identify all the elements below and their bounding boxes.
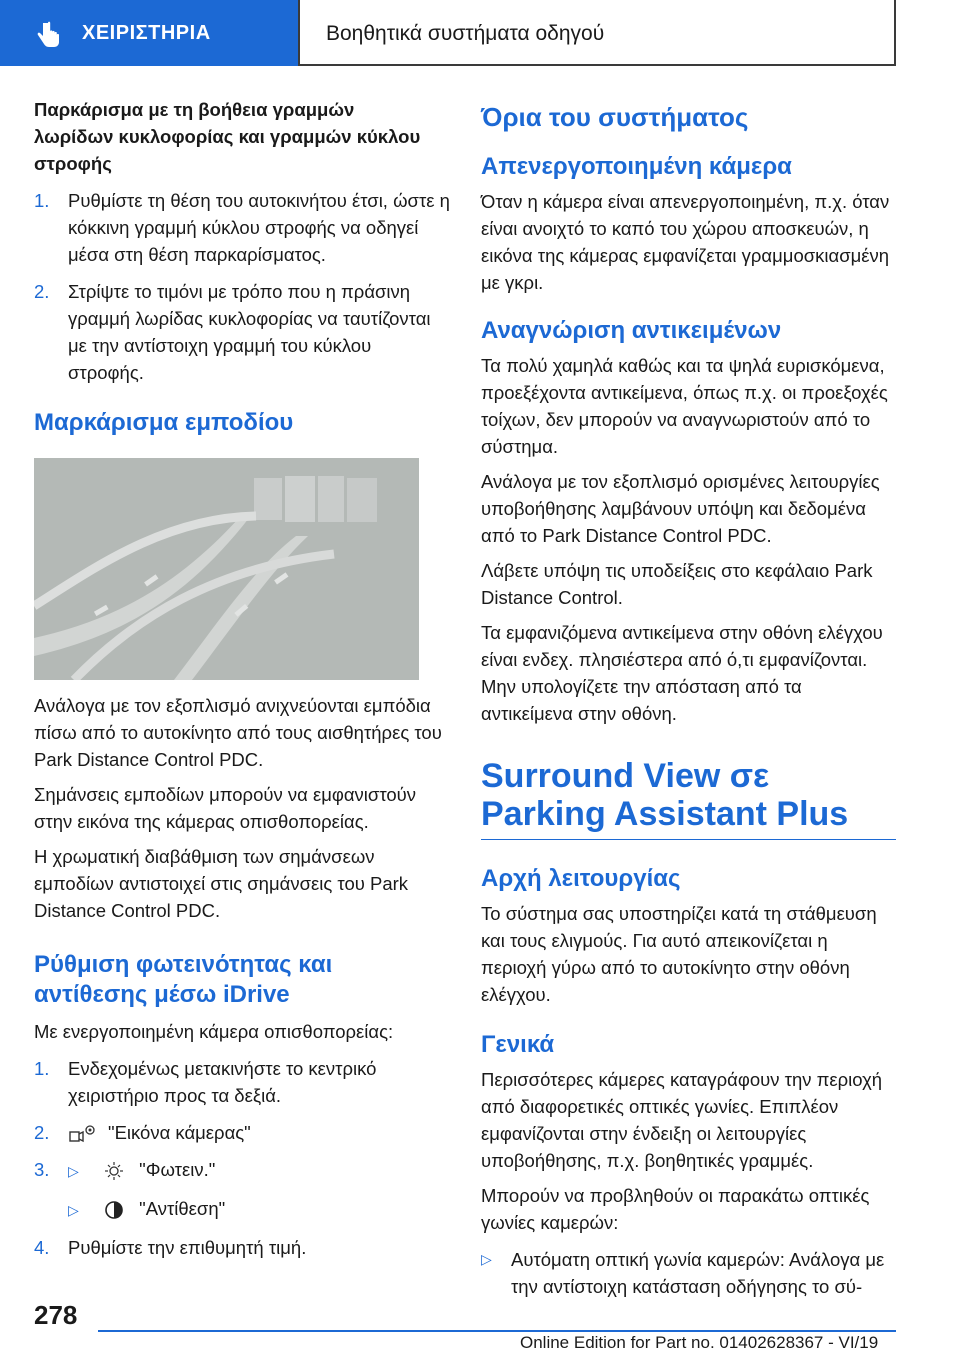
step-number: 1. xyxy=(34,1058,50,1079)
list-item xyxy=(481,1246,896,1300)
list-item xyxy=(34,1234,450,1261)
camera-lines-illustration xyxy=(34,458,419,680)
step-number: 2. xyxy=(34,1122,50,1143)
object-detection-heading: Αναγνώριση αντικειμένων xyxy=(481,317,782,344)
brightness-label: "Φωτειν." xyxy=(139,1159,216,1180)
step-text: Ρυθμίστε τη θέση του αυτοκινήτου έτσι, ώστε η κόκκινη γραμμή κύκλου στροφής να οδηγεί μέσα στη θέση παρκαρίσματος. xyxy=(68,190,450,265)
list-item xyxy=(34,187,450,268)
obstacle-block xyxy=(318,476,344,522)
brightness-steps-end xyxy=(34,1234,450,1261)
brightness-icon[interactable] xyxy=(99,1160,129,1182)
obstacle-marking-heading: Μαρκάρισμα εμποδίου xyxy=(34,409,294,436)
step-number: 4. xyxy=(34,1237,50,1258)
brightness-steps xyxy=(34,1055,450,1185)
detection-paragraph: Τα πολύ χαμηλά καθώς και τα ψηλά ευρισκόμενα, προεξέχοντα αντικείμενα, όπως π.χ. οι προεξοχές τοίχων, δεν μπορούν να αναγνωριστούν από το σύστημα. xyxy=(481,355,888,457)
list-item xyxy=(34,1055,450,1109)
principle-paragraph: Το σύστημα σας υποστηρίζει κατά τη στάθμευση και τους ελιγμούς. Για αυτό απεικονίζεται η περιοχή γύρω από το αυτοκίνητο στην οθόνη ελέγχου. xyxy=(481,903,877,1005)
parking-lines-heading: Παρκάρισμα με τη βοήθεια γραμμών λωρίδων κυκλοφορίας και γραμμών κύκλου στροφής xyxy=(34,99,421,174)
page-number: 278 xyxy=(34,1300,78,1330)
bullet-triangle: ▷ xyxy=(481,1251,492,1267)
parking-steps xyxy=(34,187,450,386)
list-item xyxy=(34,278,450,386)
contrast-icon[interactable] xyxy=(99,1199,129,1221)
left-column xyxy=(34,96,450,1261)
general-paragraph: Μπορούν να προβληθούν οι παρακάτω οπτικές γωνίες καμερών: xyxy=(481,1185,870,1233)
obstacle-block xyxy=(254,478,282,520)
step-text: Ενδεχομένως μετακινήστε το κεντρικό χειριστήριο προς τα δεξιά. xyxy=(68,1058,377,1106)
camera-off-heading: Απενεργοποιημένη κάμερα xyxy=(481,153,792,180)
step-number: 3. xyxy=(34,1159,50,1180)
principle-heading: Αρχή λειτουργίας xyxy=(481,865,681,892)
step-number: 1. xyxy=(34,190,50,211)
camera-settings-icon[interactable] xyxy=(68,1123,98,1145)
obstacle-block xyxy=(347,478,377,522)
obstacle-paragraph: Σημάνσεις εμποδίων μπορούν να εμφανιστούν στην εικόνα της κάμερας οπισθοπορείας. xyxy=(34,784,417,832)
bullet-triangle: ▷ xyxy=(68,1202,79,1218)
list-item xyxy=(34,1156,450,1185)
brightness-contrast-heading: Ρύθμιση φωτεινότητας και αντίθεσης μέσω iDrive xyxy=(34,951,333,1008)
footer-divider xyxy=(98,1330,896,1332)
brightness-intro: Με ενεργοποιημένη κάμερα οπισθοπορείας: xyxy=(34,1021,394,1042)
general-heading: Γενικά xyxy=(481,1031,555,1058)
obstacle-paragraph: Ανάλογα με τον εξοπλισμό ανιχνεύονται εμπόδια πίσω από το αυτοκίνητο από τους αισθητήρες του Park Distance Control PDC. xyxy=(34,695,442,770)
bullet-triangle: ▷ xyxy=(68,1163,79,1179)
detection-paragraph: Ανάλογα με τον εξοπλισμό ορισμένες λειτουργίες υποβοήθησης λαμβάνουν υπόψη και δεδομένα από το Park Distance Control PDC. xyxy=(481,471,880,546)
camera-view-image xyxy=(34,458,419,680)
surround-view-heading: Surround View σε Parking Assistant Plus xyxy=(481,757,896,840)
section-tab[interactable] xyxy=(0,0,298,66)
section-tab-label: ΧΕΙΡΙΣΤΗΡΙΑ xyxy=(82,22,211,44)
edition-text: Online Edition for Part no. 01402628367 - VI/19 xyxy=(520,1333,879,1352)
hand-pointer-icon xyxy=(34,20,64,50)
right-column xyxy=(481,102,896,1300)
obstacle-paragraph: Η χρωματική διαβάθμιση των σημάνσεων εμποδίων αντιστοιχεί στις σημάνσεις του Park Distance Control PDC. xyxy=(34,846,409,921)
detection-paragraph: Λάβετε υπόψη τις υποδείξεις στο κεφάλαιο Park Distance Control. xyxy=(481,560,873,608)
chapter-title: Βοηθητικά συστήματα οδηγού xyxy=(326,22,605,45)
obstacle-block xyxy=(285,476,315,522)
step-text: Ρυθμίστε την επιθυμητή τιμή. xyxy=(68,1237,307,1258)
step-text: Στρίψτε το τιμόνι με τρόπο που η πράσινη γραμμή λωρίδας κυκλοφορίας να ταυτίζονται με την αντίστοιχη γραμμή του κύκλου στροφής. xyxy=(68,281,431,383)
detection-paragraph: Τα εμφανιζόμενα αντικείμενα στην οθόνη ελέγχου είναι ενδεχ. πλησιέστερα από ό,τι εμφανίζονται. Μην υπολογίζετε την απόσταση από τα αντικείμενα στην οθόνη. xyxy=(481,622,883,724)
camera-image-label: "Εικόνα κάμερας" xyxy=(108,1122,251,1143)
step-number: 2. xyxy=(34,281,50,302)
contrast-label: "Αντίθεση" xyxy=(139,1198,226,1219)
list-item xyxy=(34,1195,450,1224)
system-limits-heading: Όρια του συστήματος xyxy=(481,102,749,132)
camera-off-paragraph: Όταν η κάμερα είναι απενεργοποιημένη, π.χ. όταν είναι ανοιχτό το καπό του χώρου αποσκευών, η εικόνα της κάμερας εμφανίζεται γραμμοσκιασμένη με γκρι. xyxy=(481,191,890,293)
general-paragraph: Περισσότερες κάμερες καταγράφουν την περιοχή από διαφορετικές οπτικές γωνίες. Επιπλέον εμφανίζονται στην ένδειξη οι λειτουργίες υποβοήθησης, π.χ. βοηθητικές γραμμές. xyxy=(481,1069,883,1171)
list-item xyxy=(34,1119,450,1146)
bullet-text: Αυτόματη οπτική γωνία καμερών: Ανάλογα με την αντίστοιχη κατάσταση οδήγησης το σύ- xyxy=(511,1249,885,1297)
